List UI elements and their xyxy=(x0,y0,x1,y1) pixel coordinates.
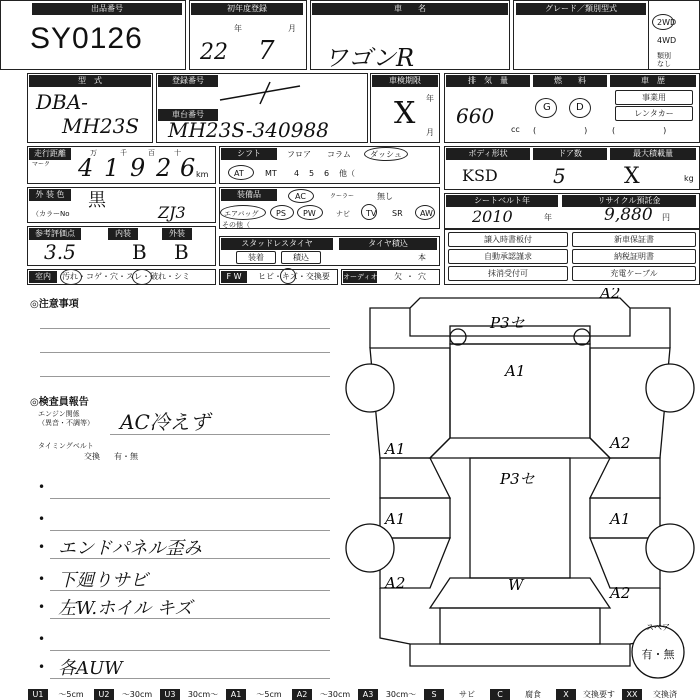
exterior-label: 外装 xyxy=(162,228,192,240)
spare-value: 有・無 xyxy=(641,648,675,661)
room-item-hole: 穴 xyxy=(110,272,118,281)
body-value: KSD xyxy=(462,166,498,185)
shift-dash: ダッシュ xyxy=(370,150,402,159)
seatbelt-unit: 年 xyxy=(544,213,552,222)
first-reg-label: 初年度登録 xyxy=(191,3,303,15)
mileage-digit-3: 9 xyxy=(130,154,146,182)
year-unit: 年 xyxy=(234,24,242,33)
color-no-label: （カラーNo xyxy=(32,210,70,218)
tire-unit: 本 xyxy=(418,253,426,262)
bullet-mark: • xyxy=(38,512,46,526)
equip-ps-circle xyxy=(270,205,294,220)
mileage-digit-1: 4 xyxy=(78,154,94,182)
inspection-label: 車検期限 xyxy=(372,75,438,87)
legend-desc: サビ xyxy=(459,690,475,699)
note-line xyxy=(50,678,330,679)
shift-at: AT xyxy=(234,169,244,178)
displacement-label: 排 気 量 xyxy=(446,75,530,87)
room-items: 汚れ・コゲ・穴・スレ・破れ・シミ xyxy=(62,272,190,281)
legend-desc: 30cm～ xyxy=(187,690,219,699)
equip-airbag: エアバッグ xyxy=(224,210,259,218)
legend-code: U1 xyxy=(28,689,48,700)
use-label: 車 歴 xyxy=(610,75,696,87)
engine-label: エンジン関係 （異音・不調等） xyxy=(38,410,94,427)
room-item-tear: 破れ xyxy=(150,272,166,281)
damage-label: A1 xyxy=(505,362,526,380)
fuel-paren: ( ) xyxy=(533,126,588,135)
damage-label: A1 xyxy=(385,510,406,528)
legend-desc: 交換済 xyxy=(653,690,677,699)
bullet-mark: • xyxy=(38,632,46,646)
fw-item-crack: ヒビ xyxy=(258,272,274,281)
room-scuff-circle xyxy=(132,269,152,285)
inspector-title: ◎検査員報告 xyxy=(30,397,89,408)
audio-sep: ・ xyxy=(406,272,414,281)
mileage-unit: km xyxy=(196,170,209,179)
caution-line-1 xyxy=(40,328,330,329)
shift-dash-circle xyxy=(364,147,408,161)
equip-cooler: クーラー xyxy=(330,193,355,200)
equip-ac-circle xyxy=(288,189,314,203)
fuel-g-circle xyxy=(535,98,557,118)
legend-desc: 30cm～ xyxy=(385,690,417,699)
stud-label: スタッドレスタイヤ xyxy=(221,238,333,250)
fw-items: ヒビ・キズ・交換要 xyxy=(258,272,330,281)
equip-tv-circle xyxy=(361,204,377,220)
legend-code: X xyxy=(556,689,576,700)
engine-line xyxy=(110,434,330,435)
drive-2wd: 2WD xyxy=(657,18,677,27)
room-item-scuff: スレ xyxy=(126,272,142,281)
note-line xyxy=(50,618,330,619)
car-diagram xyxy=(340,288,700,688)
timing-options: 有・無 xyxy=(114,452,138,461)
inspection-month-unit: 月 xyxy=(426,128,434,137)
note-line xyxy=(50,530,330,531)
shift-column: コラム xyxy=(327,150,351,159)
score-value: 3.5 xyxy=(44,240,76,264)
note-line xyxy=(50,650,330,651)
damage-label: A1 xyxy=(610,510,631,528)
equip-sr: SR xyxy=(392,209,403,218)
note-text: 左W.ホイル キズ xyxy=(58,598,193,619)
legend-code: U2 xyxy=(94,689,114,700)
displacement-value: 660 xyxy=(456,104,495,128)
audio-item-missing: 欠 xyxy=(394,272,402,281)
room-item-stain: シミ xyxy=(174,272,190,281)
room-item-burn: コゲ xyxy=(86,272,102,281)
doc-4: 納税証明書 xyxy=(572,249,696,264)
legend-code: C xyxy=(490,689,510,700)
note-text: エンドパネル歪み xyxy=(58,538,202,559)
model-value-2: MH23S xyxy=(62,114,140,138)
damage-label: A2 xyxy=(600,288,621,302)
bullet-mark: • xyxy=(38,600,46,614)
equip-ac: AC xyxy=(295,192,306,201)
shift-mt: MT xyxy=(265,169,277,178)
mileage-digit-2: 1 xyxy=(104,154,120,182)
inspection-year-unit: 年 xyxy=(426,94,434,103)
doc-5: 抹消受付可 xyxy=(448,266,568,281)
shift-at-circle xyxy=(228,165,254,180)
use-business: 事業用 xyxy=(615,90,693,105)
color-label: 外 装 色 xyxy=(29,189,71,201)
digit-label-hyaku: 百 xyxy=(148,149,155,157)
exterior-value: B xyxy=(174,240,189,264)
timing-label: タイミングベルト xyxy=(38,442,94,450)
equip-none: 無し xyxy=(377,192,393,201)
equip-aw-circle xyxy=(415,205,435,220)
fw-item-replace: 交換要 xyxy=(305,272,330,281)
score-label: 参考評価点 xyxy=(29,228,81,240)
note-text: 下廻りサビ xyxy=(58,570,148,591)
stud-fitted: 装着 xyxy=(236,251,276,264)
equip-label: 装備品 xyxy=(221,189,277,201)
use-rental: レンタカー xyxy=(615,106,693,121)
shift-floor: フロア xyxy=(287,150,311,159)
color-value: 黒 xyxy=(88,190,106,211)
legend-desc: 交換要す xyxy=(583,690,615,699)
fuel-g: G xyxy=(543,102,551,113)
doors-label: ドア数 xyxy=(533,148,607,160)
fw-scratch-circle xyxy=(280,268,296,284)
equip-navi: ナビ xyxy=(336,210,350,218)
reg-no-scribble xyxy=(200,78,310,108)
bullet-mark: • xyxy=(38,480,46,494)
caution-title: ◎注意事項 xyxy=(30,299,79,310)
mileage-label: 走行距離 xyxy=(29,148,71,160)
doc-2: 新車保証書 xyxy=(572,232,696,247)
use-paren: ( ) xyxy=(612,126,667,135)
note-line xyxy=(50,498,330,499)
recycle-label: リサイクル預託金 xyxy=(562,195,696,207)
stud-loaded: 積込 xyxy=(281,251,321,264)
equip-pw-circle xyxy=(297,205,323,220)
legend-code: S xyxy=(424,689,444,700)
doc-1: 譲入時書板付 xyxy=(448,232,568,247)
seatbelt-value: 2010 xyxy=(472,207,513,226)
model-value-1: DBA- xyxy=(36,90,88,114)
legend-desc: ～30cm xyxy=(121,690,153,699)
engine-value: AC冷えず xyxy=(120,410,210,434)
color-code: ZJ3 xyxy=(158,203,186,222)
recycle-value: 9,880 xyxy=(604,205,653,225)
fw-item-scratch: キズ xyxy=(282,272,298,281)
damage-label: P3セ xyxy=(500,470,535,488)
capacity-value: X xyxy=(624,164,640,189)
shift-label: シフト xyxy=(221,148,277,160)
mileage-meter: マーク xyxy=(32,161,51,168)
room-item-dirt: 汚れ xyxy=(62,272,78,281)
fuel-d: D xyxy=(576,102,584,113)
legend-code: U3 xyxy=(160,689,180,700)
damage-label: P3セ xyxy=(490,314,525,332)
digit-label-juu: 十 xyxy=(174,149,181,157)
room-dirt-circle xyxy=(60,269,82,285)
shift-4: 4 xyxy=(294,169,300,178)
car-name-label: 車 名 xyxy=(312,3,508,15)
drive-2wd-circle xyxy=(652,14,677,30)
fuel-label: 燃 料 xyxy=(533,75,607,87)
digit-label-man: 万 xyxy=(90,149,97,157)
doc-6: 充電ケーブル xyxy=(572,266,696,281)
doors-value: 5 xyxy=(553,164,566,188)
legend-code: A1 xyxy=(226,689,246,700)
bullet-mark: • xyxy=(38,572,46,586)
damage-label: A2 xyxy=(610,434,631,452)
equip-airbag-circle xyxy=(220,205,266,220)
caution-line-3 xyxy=(40,376,330,377)
lot-number: SY0126 xyxy=(30,22,143,55)
capacity-unit: kg xyxy=(684,174,694,183)
equip-tv: TV xyxy=(366,209,377,218)
doc-3: 自動承認謹求 xyxy=(448,249,568,264)
lot-label: 出品番号 xyxy=(32,3,182,15)
interior-label: 内装 xyxy=(108,228,138,240)
recycle-unit: 円 xyxy=(662,213,670,222)
drive-4wd: 4WD xyxy=(657,36,677,45)
cc-unit: cc xyxy=(511,125,520,134)
reg-no-label: 登録番号 xyxy=(158,75,218,87)
reg-month: 7 xyxy=(258,36,275,66)
equip-pw: PW xyxy=(303,209,316,218)
caution-line-2 xyxy=(40,352,330,353)
drive-divider xyxy=(648,0,649,70)
legend-desc: ～5cm xyxy=(256,690,282,699)
interior-value: B xyxy=(132,240,147,264)
legend-desc: ～30cm xyxy=(319,690,351,699)
chassis-label: 車台番号 xyxy=(158,109,218,121)
month-unit: 月 xyxy=(288,24,296,33)
note-text: 各AUW xyxy=(58,658,123,679)
car-name: ワゴンR xyxy=(324,44,415,72)
shift-5: 5 xyxy=(309,169,315,178)
shift-other: 他（ xyxy=(339,169,355,178)
note-line xyxy=(50,558,330,559)
seatbelt-label: シートベルト年 xyxy=(446,195,558,207)
grade-label: グレード／類別型式 xyxy=(516,3,646,15)
shift-6: 6 xyxy=(324,169,330,178)
inspection-mark: X xyxy=(394,96,416,131)
model-label: 型 式 xyxy=(29,75,151,87)
bullet-mark: • xyxy=(38,540,46,554)
damage-label: A2 xyxy=(385,574,406,592)
legend-code: A2 xyxy=(292,689,312,700)
damage-label: A1 xyxy=(385,440,406,458)
equip-ps: PS xyxy=(276,209,286,218)
legend-desc: ～5cm xyxy=(58,690,84,699)
room-label: 室内 xyxy=(29,271,57,283)
bullet-mark: • xyxy=(38,660,46,674)
chassis-value: MH23S-340988 xyxy=(168,118,329,142)
timing-exchange: 交換 xyxy=(84,452,100,461)
fuel-d-circle xyxy=(569,98,591,118)
damage-label: A2 xyxy=(610,584,631,602)
note-line xyxy=(50,590,330,591)
fw-label: F W xyxy=(221,271,247,283)
damage-label: W xyxy=(508,576,524,594)
spare-label: スペア xyxy=(646,623,670,632)
mileage-digit-4: 2 xyxy=(156,154,172,182)
legend-code: XX xyxy=(622,689,642,700)
audio-label: オーディオ xyxy=(343,273,378,281)
legend-desc: 腐食 xyxy=(525,690,541,699)
tire-label: タイヤ積込 xyxy=(339,238,437,250)
equip-other: その他（ xyxy=(222,221,250,229)
capacity-label: 最大積載量 xyxy=(610,148,696,160)
reg-year: 22 xyxy=(200,40,228,65)
mileage-digits xyxy=(76,148,214,182)
digit-label-sen: 千 xyxy=(120,149,127,157)
equip-aw: AW xyxy=(420,209,433,218)
audio-item-hole: 穴 xyxy=(418,272,426,281)
mileage-digit-5: 6 xyxy=(180,154,196,182)
body-label: ボディ形状 xyxy=(446,148,530,160)
legend-code: A3 xyxy=(358,689,378,700)
category-label: 類別 なし xyxy=(657,52,671,68)
